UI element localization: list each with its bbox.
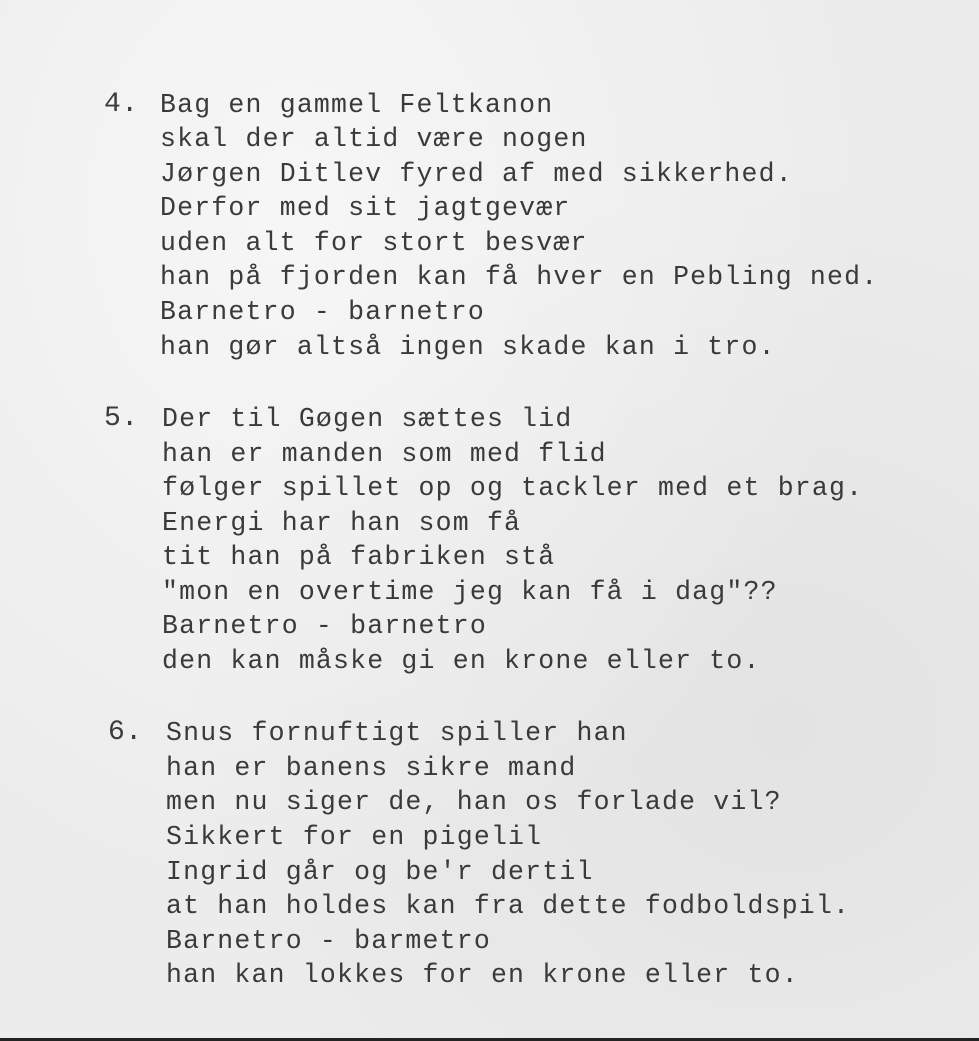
- verse-line: han gør altså ingen skade kan i tro.: [160, 332, 776, 362]
- verse-line: Derfor med sit jagtgevær: [160, 193, 571, 223]
- verse-line: Jørgen Ditlev fyred af med sikkerhed.: [160, 159, 793, 189]
- verse-number: 4.: [104, 89, 139, 120]
- verse-line: men nu siger de, han os forlade vil?: [166, 787, 782, 817]
- verse-line: han er manden som med flid: [162, 439, 607, 469]
- verse-line: han på fjorden kan få hver en Pebling ned.: [160, 262, 879, 292]
- verse-line: Barnetro - barmetro: [166, 926, 491, 956]
- verse-number: 6.: [108, 717, 143, 748]
- verse-line: Der til Gøgen sættes lid: [162, 404, 573, 434]
- verse-line: Snus fornuftigt spiller han: [166, 718, 628, 748]
- verse-line: Barnetro - barnetro: [162, 611, 487, 641]
- verse-line: han er banens sikre mand: [166, 753, 577, 783]
- verse-line: Bag en gammel Feltkanon: [160, 90, 554, 120]
- verse-line: Ingrid går og be'r dertil: [166, 857, 594, 887]
- verse-line: Barnetro - barnetro: [160, 297, 485, 327]
- verse-line: Sikkert for en pigelil: [166, 822, 543, 852]
- verse-number: 5.: [104, 403, 139, 434]
- verse-line: den kan måske gi en krone eller to.: [162, 646, 761, 676]
- verse-line: skal der altid være nogen: [160, 124, 588, 154]
- verse-line: at han holdes kan fra dette fodboldspil.: [166, 891, 851, 921]
- verse-line: "mon en overtime jeg kan få i dag"??: [162, 577, 778, 607]
- verse-line: tit han på fabriken stå: [162, 542, 556, 572]
- verse-line: han kan lokkes for en krone eller to.: [166, 960, 799, 990]
- verse-line: følger spillet op og tackler med et brag.: [162, 473, 864, 503]
- verse-line: Energi har han som få: [162, 508, 522, 538]
- verse-line: uden alt for stort besvær: [160, 228, 588, 258]
